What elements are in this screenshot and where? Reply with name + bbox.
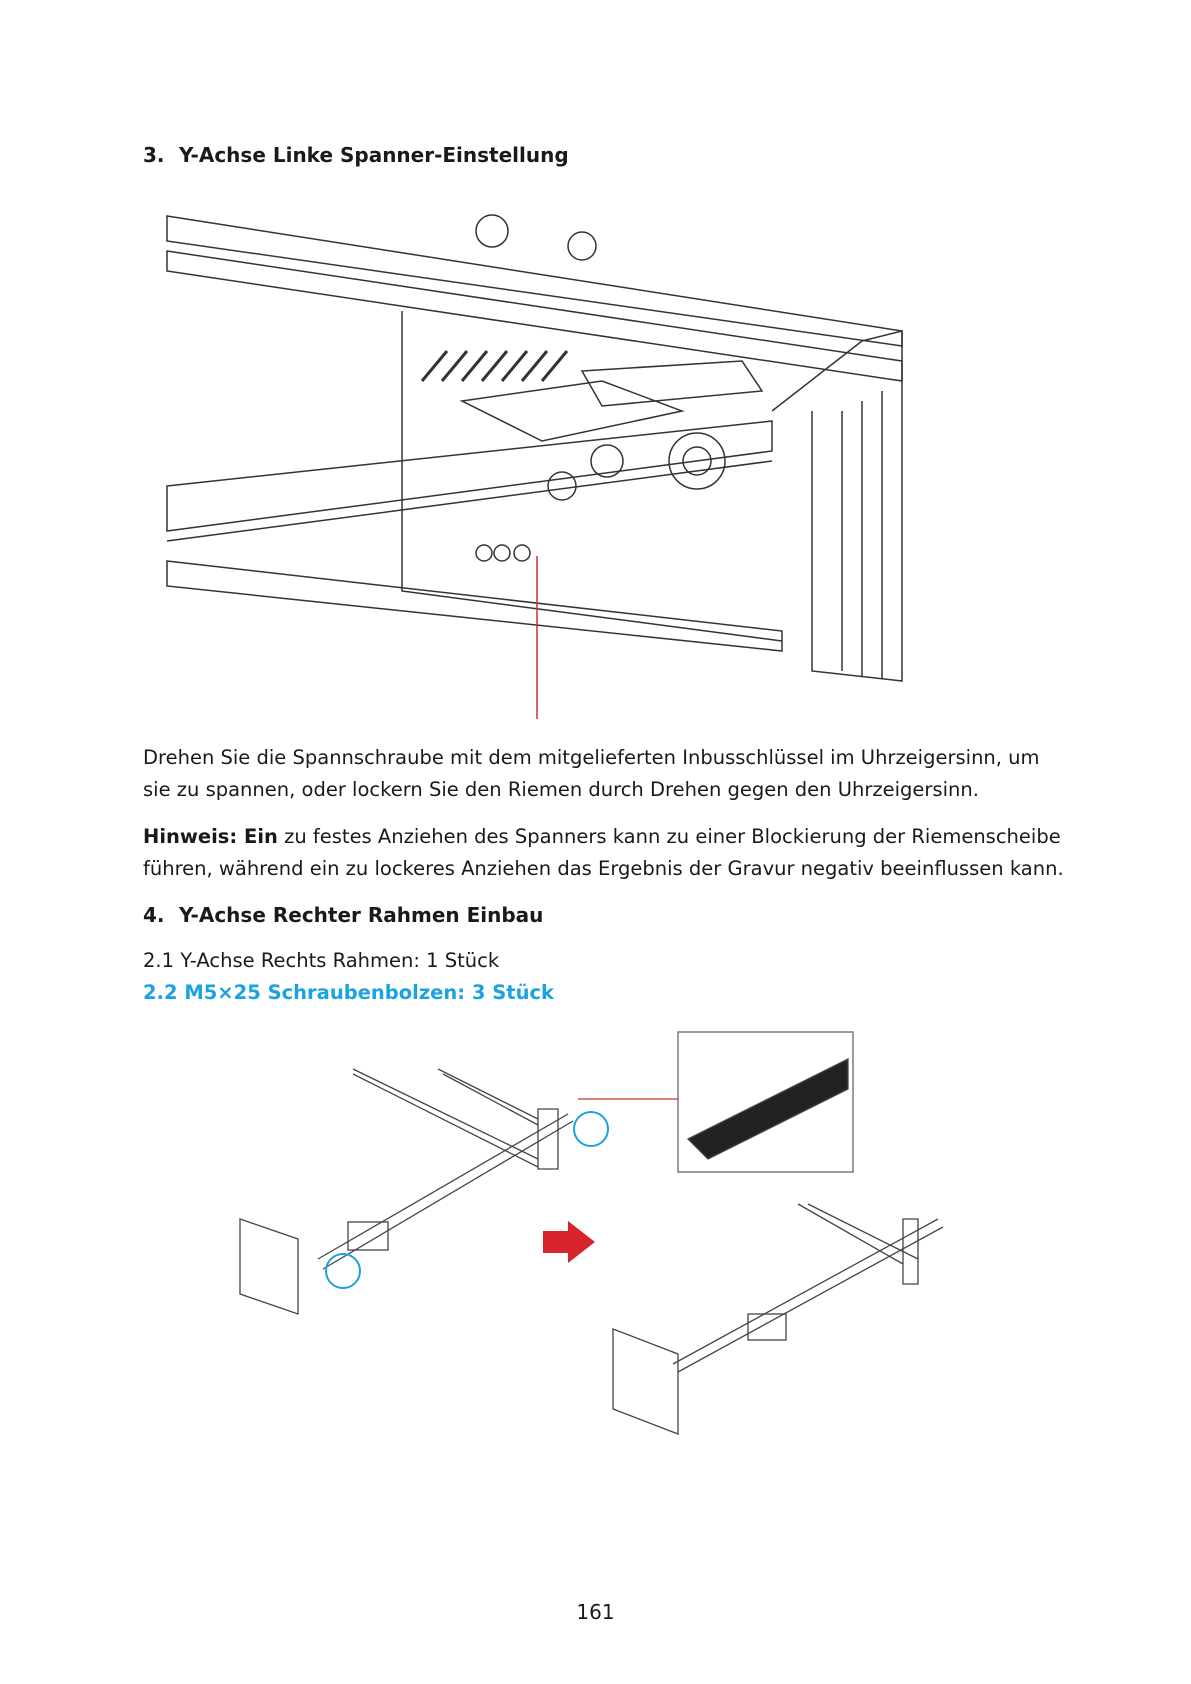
frame-installation-illustration [238, 1029, 969, 1447]
tensioner-illustration [162, 211, 1002, 721]
page-number: 161 [576, 1600, 615, 1624]
section-4-heading [143, 903, 543, 927]
section-3-heading [143, 143, 569, 167]
section-title: Y-Achse Rechter Rahmen Einbau [179, 903, 544, 927]
note-paragraph [143, 821, 1073, 885]
section-title: Y-Achse Linke Spanner-Einstellung [179, 143, 569, 167]
section-number: 4. [143, 903, 165, 927]
note-text: zu festes Anziehen des Spanners kann zu einer Blockierung der Riemenscheibe führen, während ein zu lockeres Anziehen das Ergebnis der Gravur negativ beeinflussen kann. [143, 825, 1064, 880]
part-item: 2.1 Y-Achse Rechts Rahmen: 1 Stück [143, 949, 500, 972]
note-label: Hinweis: Ein [143, 825, 278, 848]
section-number: 3. [143, 143, 165, 167]
part-item-highlighted: 2.2 M5×25 Schraubenbolzen: 3 Stück [143, 981, 554, 1004]
instruction-paragraph: Drehen Sie die Spannschraube mit dem mitgelieferten Inbusschlüssel im Uhrzeigersinn, um sie zu spannen, oder lockern Sie den Riemen durch Drehen gegen den Uhrzeigersinn. [143, 746, 1040, 801]
